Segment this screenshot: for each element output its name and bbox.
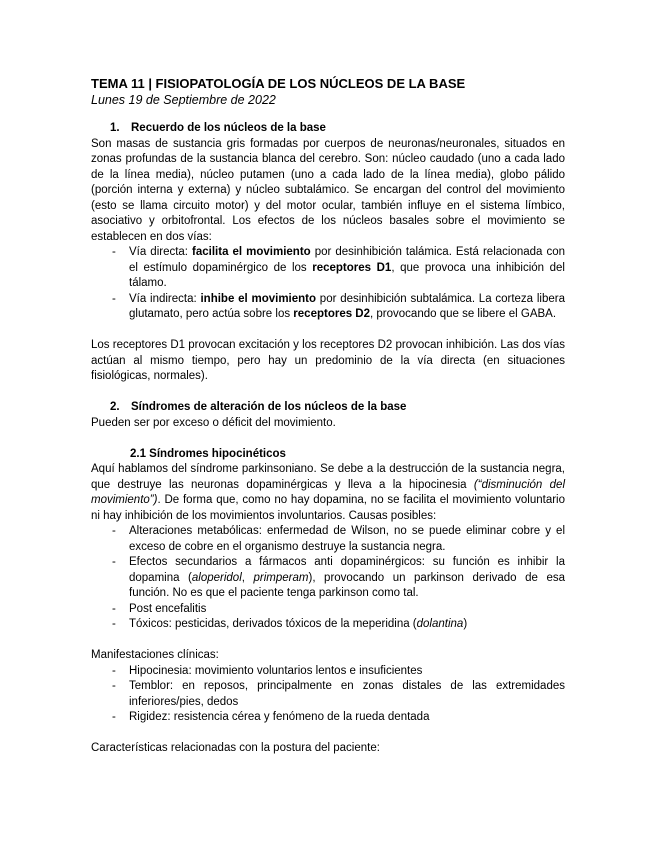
direct-pathway-text: por desinhibición talámica. Está relacionada con el estímulo dopaminérgico de los	[129, 246, 565, 274]
document-body	[91, 121, 565, 757]
cause-post-encephalitis: - Post encefalitis	[91, 602, 565, 618]
causes-list	[91, 524, 565, 633]
indirect-pathway-label: Vía indirecta:	[129, 292, 201, 305]
posture-label: Características relacionadas con la postura del paciente:	[91, 742, 380, 754]
manifestations-label: Manifestaciones clínicas:	[91, 649, 219, 661]
manifestation-rigidity: - Rigidez: resistencia cérea y fenómeno de la rueda dentada	[91, 710, 565, 726]
section-2-title: Síndromes de alteración de los núcleos de la base	[131, 401, 407, 413]
indirect-pathway-item	[91, 292, 565, 323]
drug-primperam: primperam	[253, 571, 309, 584]
subsection-2-1-paragraph	[91, 462, 565, 524]
direct-pathway-label: Vía directa:	[129, 246, 193, 258]
drug-separator: ,	[241, 571, 254, 584]
cause-toxic	[91, 617, 565, 633]
manifestation-hypokinesia: - Hipocinesia: movimiento voluntarios lentos e insuficientes	[91, 664, 565, 680]
indirect-pathway-end: , provocando que se libere el GABA.	[370, 308, 557, 320]
section-2-number: 2.	[110, 401, 120, 413]
direct-pathway-effect: facilita el movimiento	[192, 246, 311, 258]
indirect-pathway-effect: inhibe el movimiento	[200, 292, 317, 305]
pathways-list	[91, 245, 565, 323]
subsection-2-1-heading: 2.1 Síndromes hipocinéticos	[130, 447, 286, 460]
section-2-paragraph-1: Pueden ser por exceso o déficit del movimiento.	[91, 416, 336, 429]
indirect-pathway-text: por desinhibición subtalámica. La corteza libera glutamato, pero actúa sobre los	[129, 292, 565, 320]
document-header	[91, 75, 571, 109]
parkinson-intro: Aquí hablamos del síndrome parkinsoniano. Se debe a la destrucción de la sustancia negra, que destruye las neuronas dopaminérgicas y lleva a la hipocinesia	[91, 463, 565, 491]
document-date: Lunes 19 de Septiembre de 2022	[91, 93, 276, 107]
drug-aloperidol: aloperidol	[191, 571, 242, 584]
cause-drugs-end: ), provocando un parkinson derivado de esa función. No es que el paciente tenga parkinson como tal.	[129, 571, 565, 599]
document-title: TEMA 11 | FISIOPATOLOGÍA DE LOS NÚCLEOS DE LA BASE	[91, 76, 466, 91]
direct-pathway-end: , que provoca una inhibición del tálamo.	[129, 261, 565, 289]
section-1-heading	[91, 121, 565, 137]
hypokinesia-definition: (“disminución del movimiento”)	[91, 478, 565, 506]
cause-toxic-text: Tóxicos: pesticidas, derivados tóxicos de la meperidina (	[129, 618, 417, 630]
section-2-heading	[91, 400, 565, 416]
d2-receptors: receptores D2	[293, 308, 371, 320]
parkinson-intro-end: . De forma que, como no hay dopamina, no se facilita el movimiento voluntario ni hay inhibición de los movimientos involuntarios. Causas posibles:	[91, 494, 565, 522]
manifestation-tremor: - Temblor: en reposos, principalmente en zonas distales de las extremidades inferiores/pies, dedos	[91, 679, 565, 710]
section-1-number: 1.	[110, 122, 120, 134]
cause-toxic-end: )	[463, 618, 468, 630]
cause-metabolic: - Alteraciones metabólicas: enfermedad de Wilson, no se puede eliminar cobre y el exceso de cobre en el organismo destruye la sustancia negra.	[91, 524, 565, 555]
section-1-paragraph-2: Los receptores D1 provocan excitación y los receptores D2 provocan inhibición. Las dos vías actúan al mismo tiempo, pero hay un predominio de la vía directa (en situaciones fisiológicas, normales).	[91, 339, 565, 382]
d1-receptors: receptores D1	[312, 261, 392, 274]
manifestations-list	[91, 664, 565, 726]
section-1-title: Recuerdo de los núcleos de la base	[131, 122, 326, 134]
section-1-paragraph-1: Son masas de sustancia gris formadas por cuerpos de neuronas/neuronales, situados en zonas profundas de la sustancia blanca del cerebro. Son: núcleo caudado (uno a cada lado de la línea media), núcleo putamen (uno a cada lado de la línea media), globo pálido (porción interna y externa) y núcleo subtalámico. Se encargan del control del movimiento (esto se llama circuito motor) y del motor ocular, también influye en el sistema límbico, asociativo y orbitofrontal. Los efectos de los núcleos basales sobre el movimiento se establecen en dos vías:	[91, 137, 565, 243]
cause-drugs-text: Efectos secundarios a fármacos anti dopaminérgicos: su función es inhibir la dopamina (	[129, 556, 565, 584]
drug-dolantina: dolantina	[416, 618, 464, 630]
direct-pathway-item	[91, 245, 565, 292]
cause-drugs	[91, 555, 565, 602]
